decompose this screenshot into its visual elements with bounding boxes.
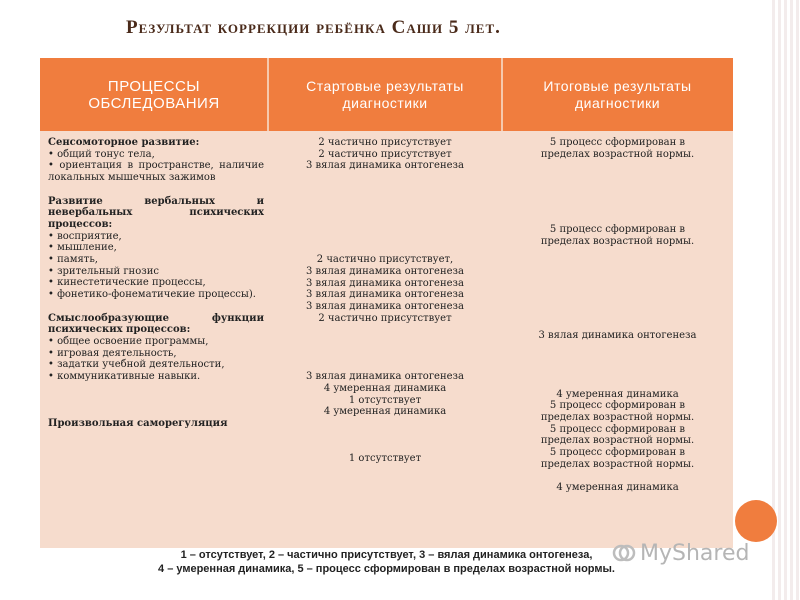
decorative-circle (735, 500, 777, 542)
list-item: • задатки учебной деятельности, (48, 359, 225, 371)
result-value: 2 частично присутствует (318, 148, 452, 160)
page-title: Результат коррекции ребёнка Саши 5 лет. (126, 17, 501, 38)
list-item: • ориентация в пространстве, наличие локальных мышечных зажимов (48, 160, 264, 184)
list-item: • зрительный гнозис (48, 265, 159, 277)
result-value: 3 вялая динамика онтогенеза (306, 277, 464, 289)
result-value: 2 частично присутствует (318, 312, 452, 324)
result-value: 1 отсутствует (348, 394, 422, 406)
section-title: Произвольная саморегуляция (48, 417, 228, 429)
result-value: 3 вялая динамика онтогенеза (306, 289, 464, 301)
decorative-stripe (772, 0, 800, 600)
legend (40, 548, 733, 576)
result-value: 3 вялая динамика онтогенеза (306, 371, 464, 383)
result-value: 3 вялая динамика онтогенеза (306, 265, 464, 277)
result-value: 5 процесс сформирован в пределах возрастной нормы. (540, 447, 695, 470)
list-item: • мышление, (48, 242, 117, 254)
start-results-column (268, 137, 502, 465)
list-item: • общий тонус тела, (48, 148, 155, 160)
result-value: 4 умеренная динамика (556, 388, 679, 400)
list-item: • коммуникативные навыки. (48, 371, 201, 383)
result-value: 3 вялая динамика онтогенеза (538, 329, 697, 341)
result-value: 5 процесс сформирован в пределах возрастной нормы. (540, 137, 695, 160)
final-results-column (502, 137, 733, 494)
list-item: • восприятие, (48, 230, 122, 242)
results-table (40, 58, 733, 548)
result-value: 4 умеренная динамика (556, 482, 679, 494)
list-item: • фонетико-фонематичекие процессы). (48, 289, 256, 301)
watermark-text: MyShared (640, 540, 750, 566)
result-value: 1 отсутствует (348, 453, 422, 465)
section-title: Смыслообразующие функции психических процессов: (48, 312, 264, 336)
result-value: 2 частично присутствует (318, 137, 452, 148)
result-value: 5 процесс сформирован в пределах возрастной нормы. (540, 400, 695, 423)
processes-column (48, 137, 264, 430)
list-item: • кинестетические процессы, (48, 277, 206, 289)
table-header (40, 58, 733, 131)
result-value: 4 умеренная динамика (323, 383, 447, 395)
header-final-results: Итоговые результаты диагностики (543, 77, 692, 111)
legend-line: 4 – умеренная динамика, 5 – процесс сформирован в пределах возрастной нормы. (158, 563, 615, 575)
result-value: 4 умеренная динамика (323, 406, 447, 418)
result-value: 5 процесс сформирован в пределах возрастной нормы. (540, 423, 695, 447)
result-value: 5 процесс сформирован в пределах возрастной нормы. (540, 224, 695, 248)
legend-line: 1 – отсутствует, 2 – частично присутствует, 3 – вялая динамика онтогенеза, (180, 549, 593, 561)
list-item: • общее освоение программы, (48, 335, 209, 347)
section-title: Развитие вербальных и невербальных психических процессов: (48, 195, 264, 230)
result-value: 2 частично присутствует, (316, 254, 454, 266)
result-value: 3 вялая динамика онтогенеза (306, 300, 464, 312)
header-start-results: Стартовые результаты диагностики (306, 77, 464, 111)
section-title: Сенсомоторное развитие: (48, 137, 200, 148)
result-value: 3 вялая динамика онтогенеза (306, 160, 464, 172)
list-item: • память, (48, 254, 98, 266)
list-item: • игровая деятельность, (48, 347, 177, 359)
header-processes: ПРОЦЕССЫ ОБСЛЕДОВАНИЯ (88, 77, 220, 112)
